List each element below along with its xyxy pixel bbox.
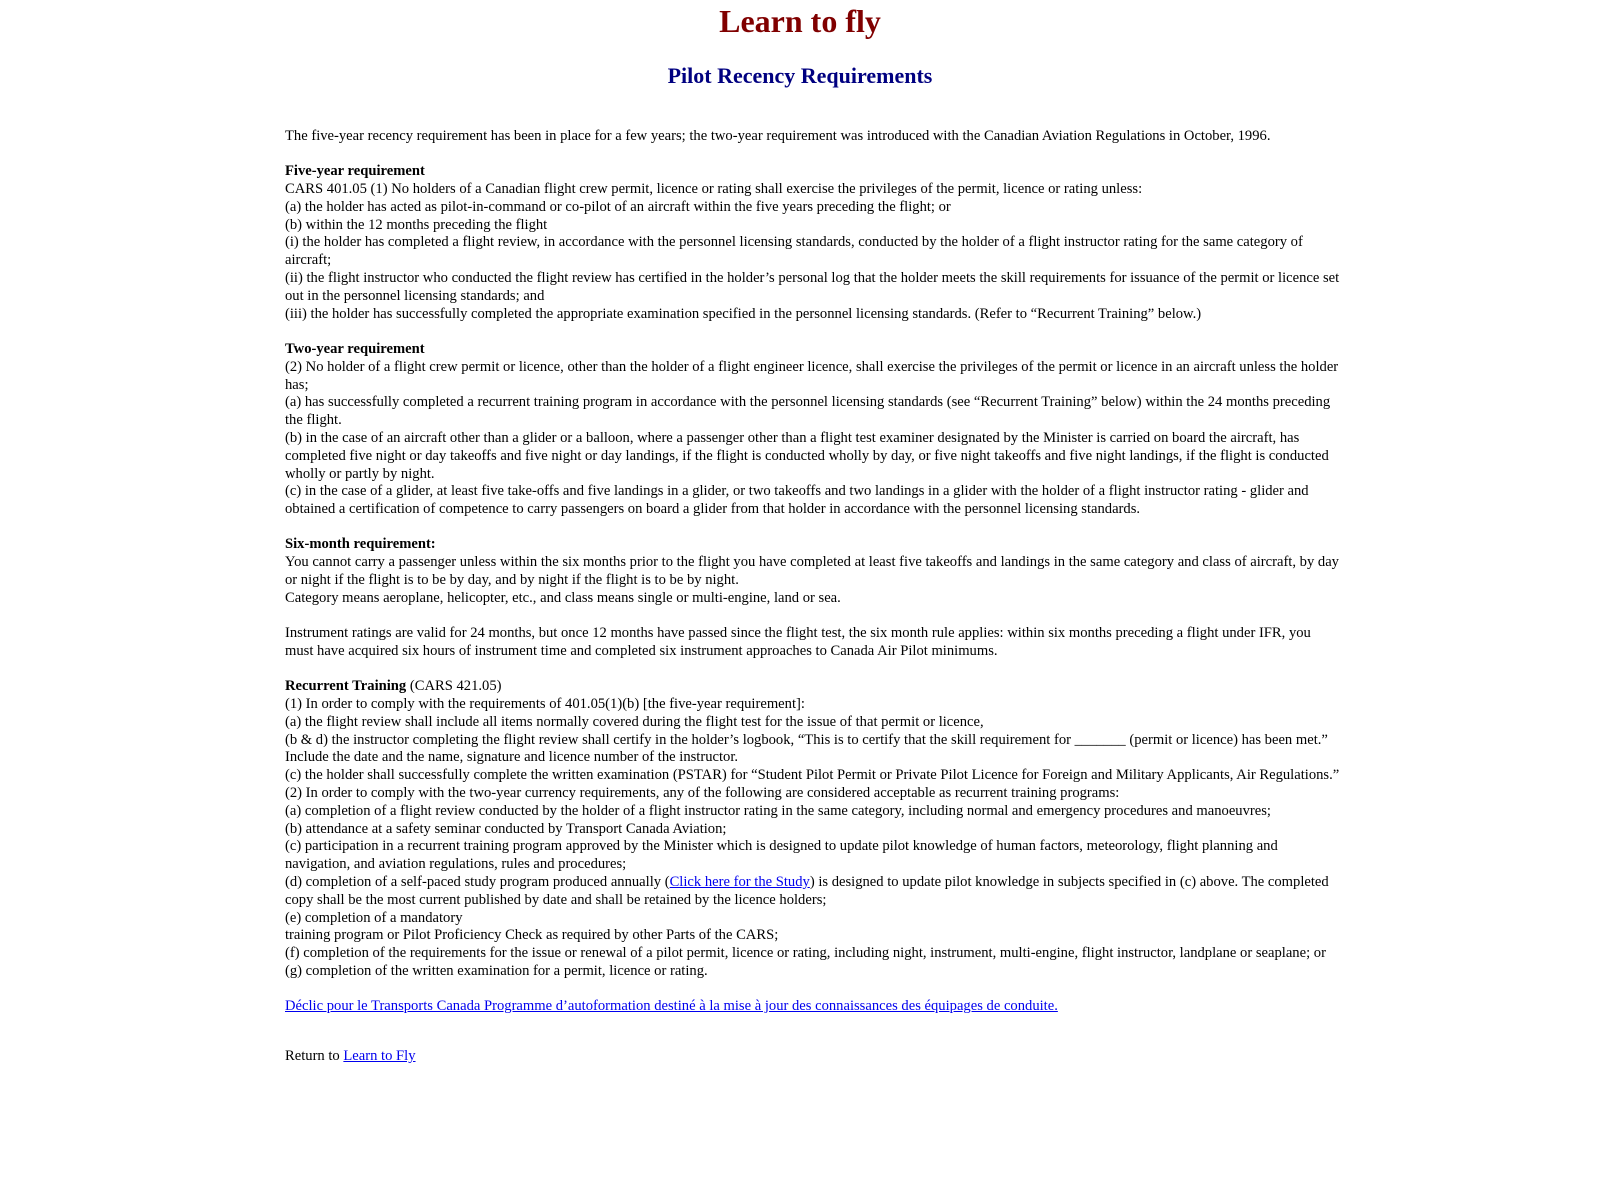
six-month-section xyxy=(285,536,1340,607)
recurrent-line: (a) the flight review shall include all items normally covered during the flight test for the issue of that permit or licence, xyxy=(285,713,984,730)
return-prefix: Return to xyxy=(285,1048,344,1065)
study-link[interactable]: Click here for the Study xyxy=(669,873,810,890)
five-year-line: CARS 401.05 (1) No holders of a Canadian flight crew permit, licence or rating shall exercise the privileges of the permit, licence or rating unless: xyxy=(285,181,1143,198)
six-month-heading: Six-month requirement: xyxy=(285,536,436,553)
return-paragraph xyxy=(285,1048,1340,1066)
recurrent-line: (b) attendance at a safety seminar conducted by Transport Canada Aviation; xyxy=(285,820,727,837)
two-year-line: (a) has successfully completed a recurrent training program in accordance with the personnel licensing standards (see “Recurrent Training” below) within the 24 months preceding the flight. xyxy=(285,394,1331,429)
recurrent-line: (g) completion of the written examination for a permit, licence or rating. xyxy=(285,962,708,979)
french-link-paragraph xyxy=(285,998,1340,1016)
intro-paragraph: The five-year recency requirement has been in place for a few years; the two-year requirement was introduced with the Canadian Aviation Regulations in October, 1996. xyxy=(285,128,1271,144)
recurrent-d-prefix: (d) completion of a self-paced study program produced annually ( xyxy=(285,873,670,890)
instrument-paragraph: Instrument ratings are valid for 24 months, but once 12 months have passed since the flight test, the six month rule applies: within six months preceding a flight under IFR, you must have acquired six hours of instrument time and completed six instrument approaches to Canada Air Pilot minimums. xyxy=(285,625,1311,659)
recurrent-d-suffix: ) is designed to update pilot knowledge in subjects specified in (c) above. The completed copy shall be the most current published by date and shall be retained by the licence holders; xyxy=(285,873,1329,908)
recurrent-line: (b & d) the instructor completing the flight review shall certify in the holder’s logbook, “This is to certify that the skill requirement for _______ (permit or licence) has been met.” Include the date and the name, signature and licence number of the instructor. xyxy=(285,731,1328,766)
recurrent-heading: Recurrent Training xyxy=(285,678,407,695)
recurrent-line: (a) completion of a flight review conducted by the holder of a flight instructor rating in the same category, including normal and emergency procedures and manoeuvres; xyxy=(285,802,1271,819)
page-title: Pilot Recency Requirements xyxy=(667,63,933,88)
recurrent-line: training program or Pilot Proficiency Check as required by other Parts of the CARS; xyxy=(285,927,779,944)
recurrent-line: (e) completion of a mandatory xyxy=(285,909,463,926)
recurrent-line: (1) In order to comply with the requirements of 401.05(1)(b) [the five-year requirement]: xyxy=(285,696,805,713)
recurrent-line: (2) In order to comply with the two-year currency requirements, any of the following are considered acceptable as recurrent training programs: xyxy=(285,785,1120,801)
recurrent-heading-line xyxy=(285,678,1340,696)
french-study-link[interactable]: Déclic pour le Transports Canada Programme d’autoformation destiné à la mise à jour des connaissances des équipages de conduite. xyxy=(285,998,1058,1015)
five-year-line: (iii) the holder has successfully completed the appropriate examination specified in the personnel licensing standards. (Refer to “Recurrent Training” below.) xyxy=(285,305,1202,322)
learn-to-fly-link[interactable]: Learn to Fly xyxy=(343,1048,416,1065)
five-year-section xyxy=(285,163,1340,323)
five-year-line: (i) the holder has completed a flight review, in accordance with the personnel licensing standards, conducted by the holder of a flight instructor rating for the same category of aircraft; xyxy=(285,234,1303,269)
main-content xyxy=(285,128,1340,1083)
six-month-line: Category means aeroplane, helicopter, etc., and class means single or multi-engine, land or sea. xyxy=(285,589,841,606)
recurrent-line: (c) participation in a recurrent training program approved by the Minister which is designed to update pilot knowledge of human factors, meteorology, flight planning and navigation, and aviation regulations, rules and procedures; xyxy=(285,838,1278,873)
recurrent-line: (c) the holder shall successfully complete the written examination (PSTAR) for “Student Pilot Permit or Private Pilot Licence for Foreign and Military Applicants, Air Regulations.” xyxy=(285,767,1340,784)
two-year-heading: Two-year requirement xyxy=(285,340,425,357)
five-year-line: (a) the holder has acted as pilot-in-command or co-pilot of an aircraft within the five years preceding the flight; or xyxy=(285,198,951,215)
two-year-line: (b) in the case of an aircraft other than a glider or a balloon, where a passenger other than a flight test examiner designated by the Minister is carried on board the aircraft, has completed five night or day takeoffs and five night or day landings, if the flight is conducted wholly by day, or five night takeoffs and five night landings, if the flight is conducted wholly or partly by night. xyxy=(285,429,1329,482)
site-title: Learn to fly xyxy=(719,3,881,39)
recurrent-line-d xyxy=(285,874,1340,910)
five-year-heading: Five-year requirement xyxy=(285,163,425,180)
recurrent-line: (f) completion of the requirements for the issue or renewal of a pilot permit, licence or rating, including night, instrument, multi-engine, flight instructor, landplane or seaplane; or xyxy=(285,945,1326,962)
two-year-section xyxy=(285,341,1340,519)
recurrent-section xyxy=(285,678,1340,981)
two-year-line: (2) No holder of a flight crew permit or licence, other than the holder of a flight engineer licence, shall exercise the privileges of the permit or licence in an aircraft unless the holder has; xyxy=(285,358,1339,393)
two-year-line: (c) in the case of a glider, at least five take-offs and five landings in a glider, or two takeoffs and two landings in a glider with the holder of a flight instructor rating - glider and obtained a certification of competence to carry passengers on board a glider from that holder in accordance with the personnel licensing standards. xyxy=(285,483,1309,518)
six-month-line: You cannot carry a passenger unless within the six months prior to the flight you have completed at least five takeoffs and landings in the same category and class of aircraft, by day or night if the flight is to be by day, and by night if the flight is to be by night. xyxy=(285,554,1339,589)
five-year-line: (b) within the 12 months preceding the flight xyxy=(285,216,548,233)
five-year-line: (ii) the flight instructor who conducted the flight review has certified in the holder’s personal log that the holder meets the skill requirements for issuance of the permit or licence set out in the personnel licensing standards; and xyxy=(285,270,1340,304)
recurrent-heading-ref: (CARS 421.05) xyxy=(406,678,502,695)
